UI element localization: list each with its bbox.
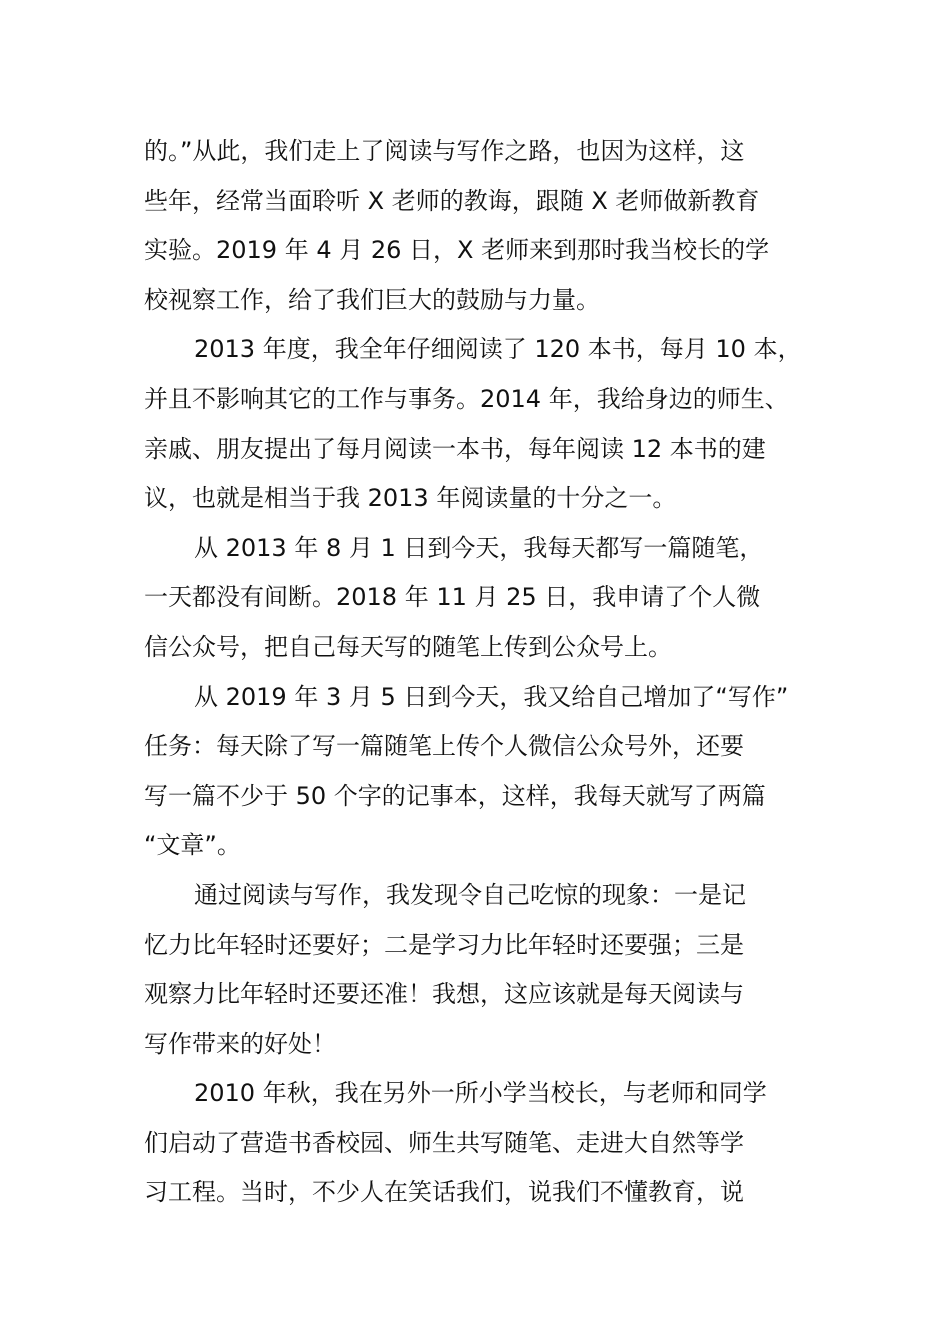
paragraph-first-line: 通过阅读与写作，我发现令自己吃惊的现象：一是记 xyxy=(194,880,746,909)
text-line: 校视察工作，给了我们巨大的鼓励与力量。 xyxy=(144,285,600,314)
paragraph-first-line: 从 2019 年 3 月 5 日到今天，我又给自己增加了“写作” xyxy=(194,682,789,711)
paragraph-first-line: 2010 年秋，我在另外一所小学当校长，与老师和同学 xyxy=(194,1079,767,1108)
text-line: 写一篇不少于 50 个字的记事本，这样，我每天就写了两篇 xyxy=(144,781,766,810)
text-line: 习工程。当时，不少人在笑话我们，说我们不懂教育，说 xyxy=(144,1178,744,1207)
text-line: 写作带来的好处！ xyxy=(144,1029,336,1058)
text-line: 忆力比年轻时还要好；二是学习力比年轻时还要强；三是 xyxy=(144,930,744,959)
text-line: 议，也就是相当于我 2013 年阅读量的十分之一。 xyxy=(144,484,677,513)
document-body xyxy=(144,127,834,1218)
text-line: 任务：每天除了写一篇随笔上传个人微信公众号外，还要 xyxy=(144,732,744,761)
text-line: 并且不影响其它的工作与事务。2014 年，我给身边的师生、 xyxy=(144,384,789,413)
text-line: 信公众号，把自己每天写的随笔上传到公众号上。 xyxy=(144,632,672,661)
paragraph-first-line: 从 2013 年 8 月 1 日到今天，我每天都写一篇随笔， xyxy=(194,533,764,562)
text-line: 实验。2019 年 4 月 26 日，X 老师来到那时我当校长的学 xyxy=(144,236,770,265)
text-line: 观察力比年轻时还要还准！我想，这应该就是每天阅读与 xyxy=(144,980,744,1009)
text-line: 些年，经常当面聆听 X 老师的教诲，跟随 X 老师做新教育 xyxy=(144,186,760,215)
text-line: 亲戚、朋友提出了每月阅读一本书，每年阅读 12 本书的建 xyxy=(144,434,766,463)
paragraph-first-line: 2013 年度，我全年仔细阅读了 120 本书，每月 10 本， xyxy=(194,335,802,364)
text-line: 们启动了营造书香校园、师生共写随笔、走进大自然等学 xyxy=(144,1128,744,1157)
text-line: “文章”。 xyxy=(144,831,241,860)
text-line: 一天都没有间断。2018 年 11 月 25 日，我申请了个人微 xyxy=(144,583,761,612)
text-line: 的。”从此，我们走上了阅读与写作之路，也因为这样，这 xyxy=(144,137,745,165)
